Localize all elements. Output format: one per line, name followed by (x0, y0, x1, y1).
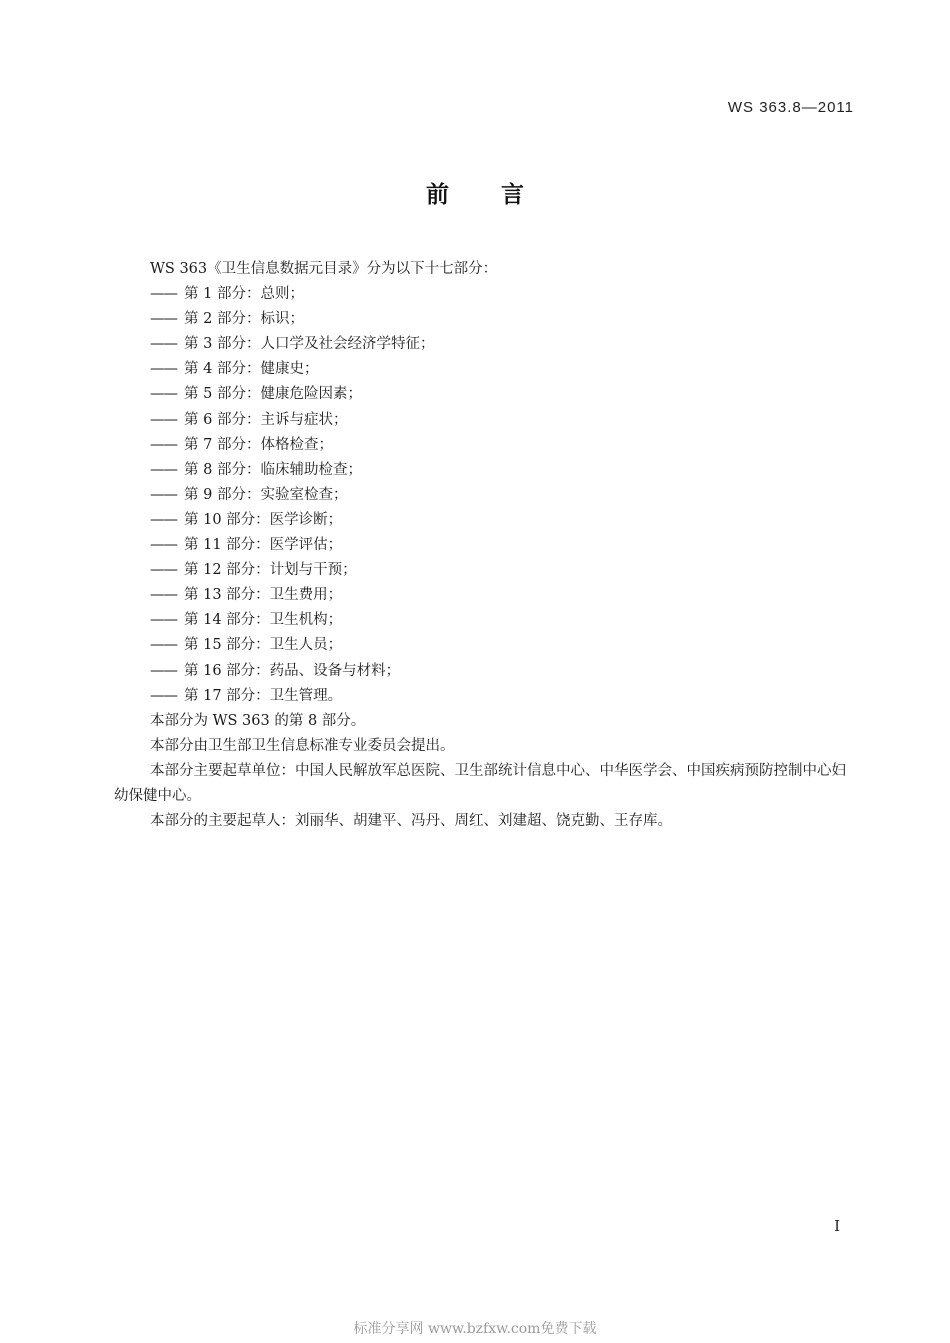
page-title: 前言 (426, 182, 576, 208)
list-item: —— 第 7 部分：体格检查； (150, 436, 333, 453)
list-item: —— 第 9 部分：实验室检查； (150, 486, 348, 503)
list-item: —— 第 4 部分：健康史； (150, 361, 319, 378)
list-item: —— 第 16 部分：药品、设备与材料； (150, 662, 401, 679)
intro-line: WS 363《卫生信息数据元目录》分为以下十七部分： (150, 261, 498, 277)
list-item: —— 第 14 部分：卫生机构； (150, 612, 343, 629)
list-item: —— 第 1 部分：总则； (150, 286, 304, 303)
list-item: —— 第 12 部分：计划与干预； (150, 562, 357, 579)
this-part-paragraph: 本部分为 WS 363 的第 8 部分。 (150, 712, 366, 729)
footer-watermark: 标准分享网 www.bzfxw.com免费下载 (353, 1321, 597, 1337)
list-item: —— 第 6 部分：主诉与症状； (150, 411, 348, 428)
standard-code: WS 363.8—2011 (727, 99, 854, 116)
list-item: —— 第 3 部分：人口学及社会经济学特征； (150, 336, 435, 353)
parts-list (150, 282, 860, 709)
list-item: —— 第 13 部分：卫生费用； (150, 587, 343, 604)
list-item: —— 第 15 部分：卫生人员； (150, 637, 343, 654)
foreword-body (114, 257, 860, 834)
list-item: —— 第 2 部分：标识； (150, 311, 304, 328)
list-item: —— 第 17 部分：卫生管理。 (150, 687, 343, 704)
page-number: I (834, 1217, 840, 1235)
drafting-units-paragraph: 本部分主要起草单位：中国人民解放军总医院、卫生部统计信息中心、中华医学会、中国疾病预防控制中心妇幼保健中心。 (114, 762, 846, 804)
list-item: —— 第 5 部分：健康危险因素； (150, 386, 362, 403)
list-item: —— 第 10 部分：医学诊断； (150, 511, 343, 528)
list-item: —— 第 8 部分：临床辅助检查； (150, 461, 362, 478)
drafters-paragraph: 本部分的主要起草人：刘丽华、胡建平、冯丹、周红、刘建超、饶克勤、王存库。 (150, 813, 672, 830)
proposed-by-paragraph: 本部分由卫生部卫生信息标准专业委员会提出。 (150, 737, 455, 754)
list-item: —— 第 11 部分：医学评估； (150, 537, 343, 554)
